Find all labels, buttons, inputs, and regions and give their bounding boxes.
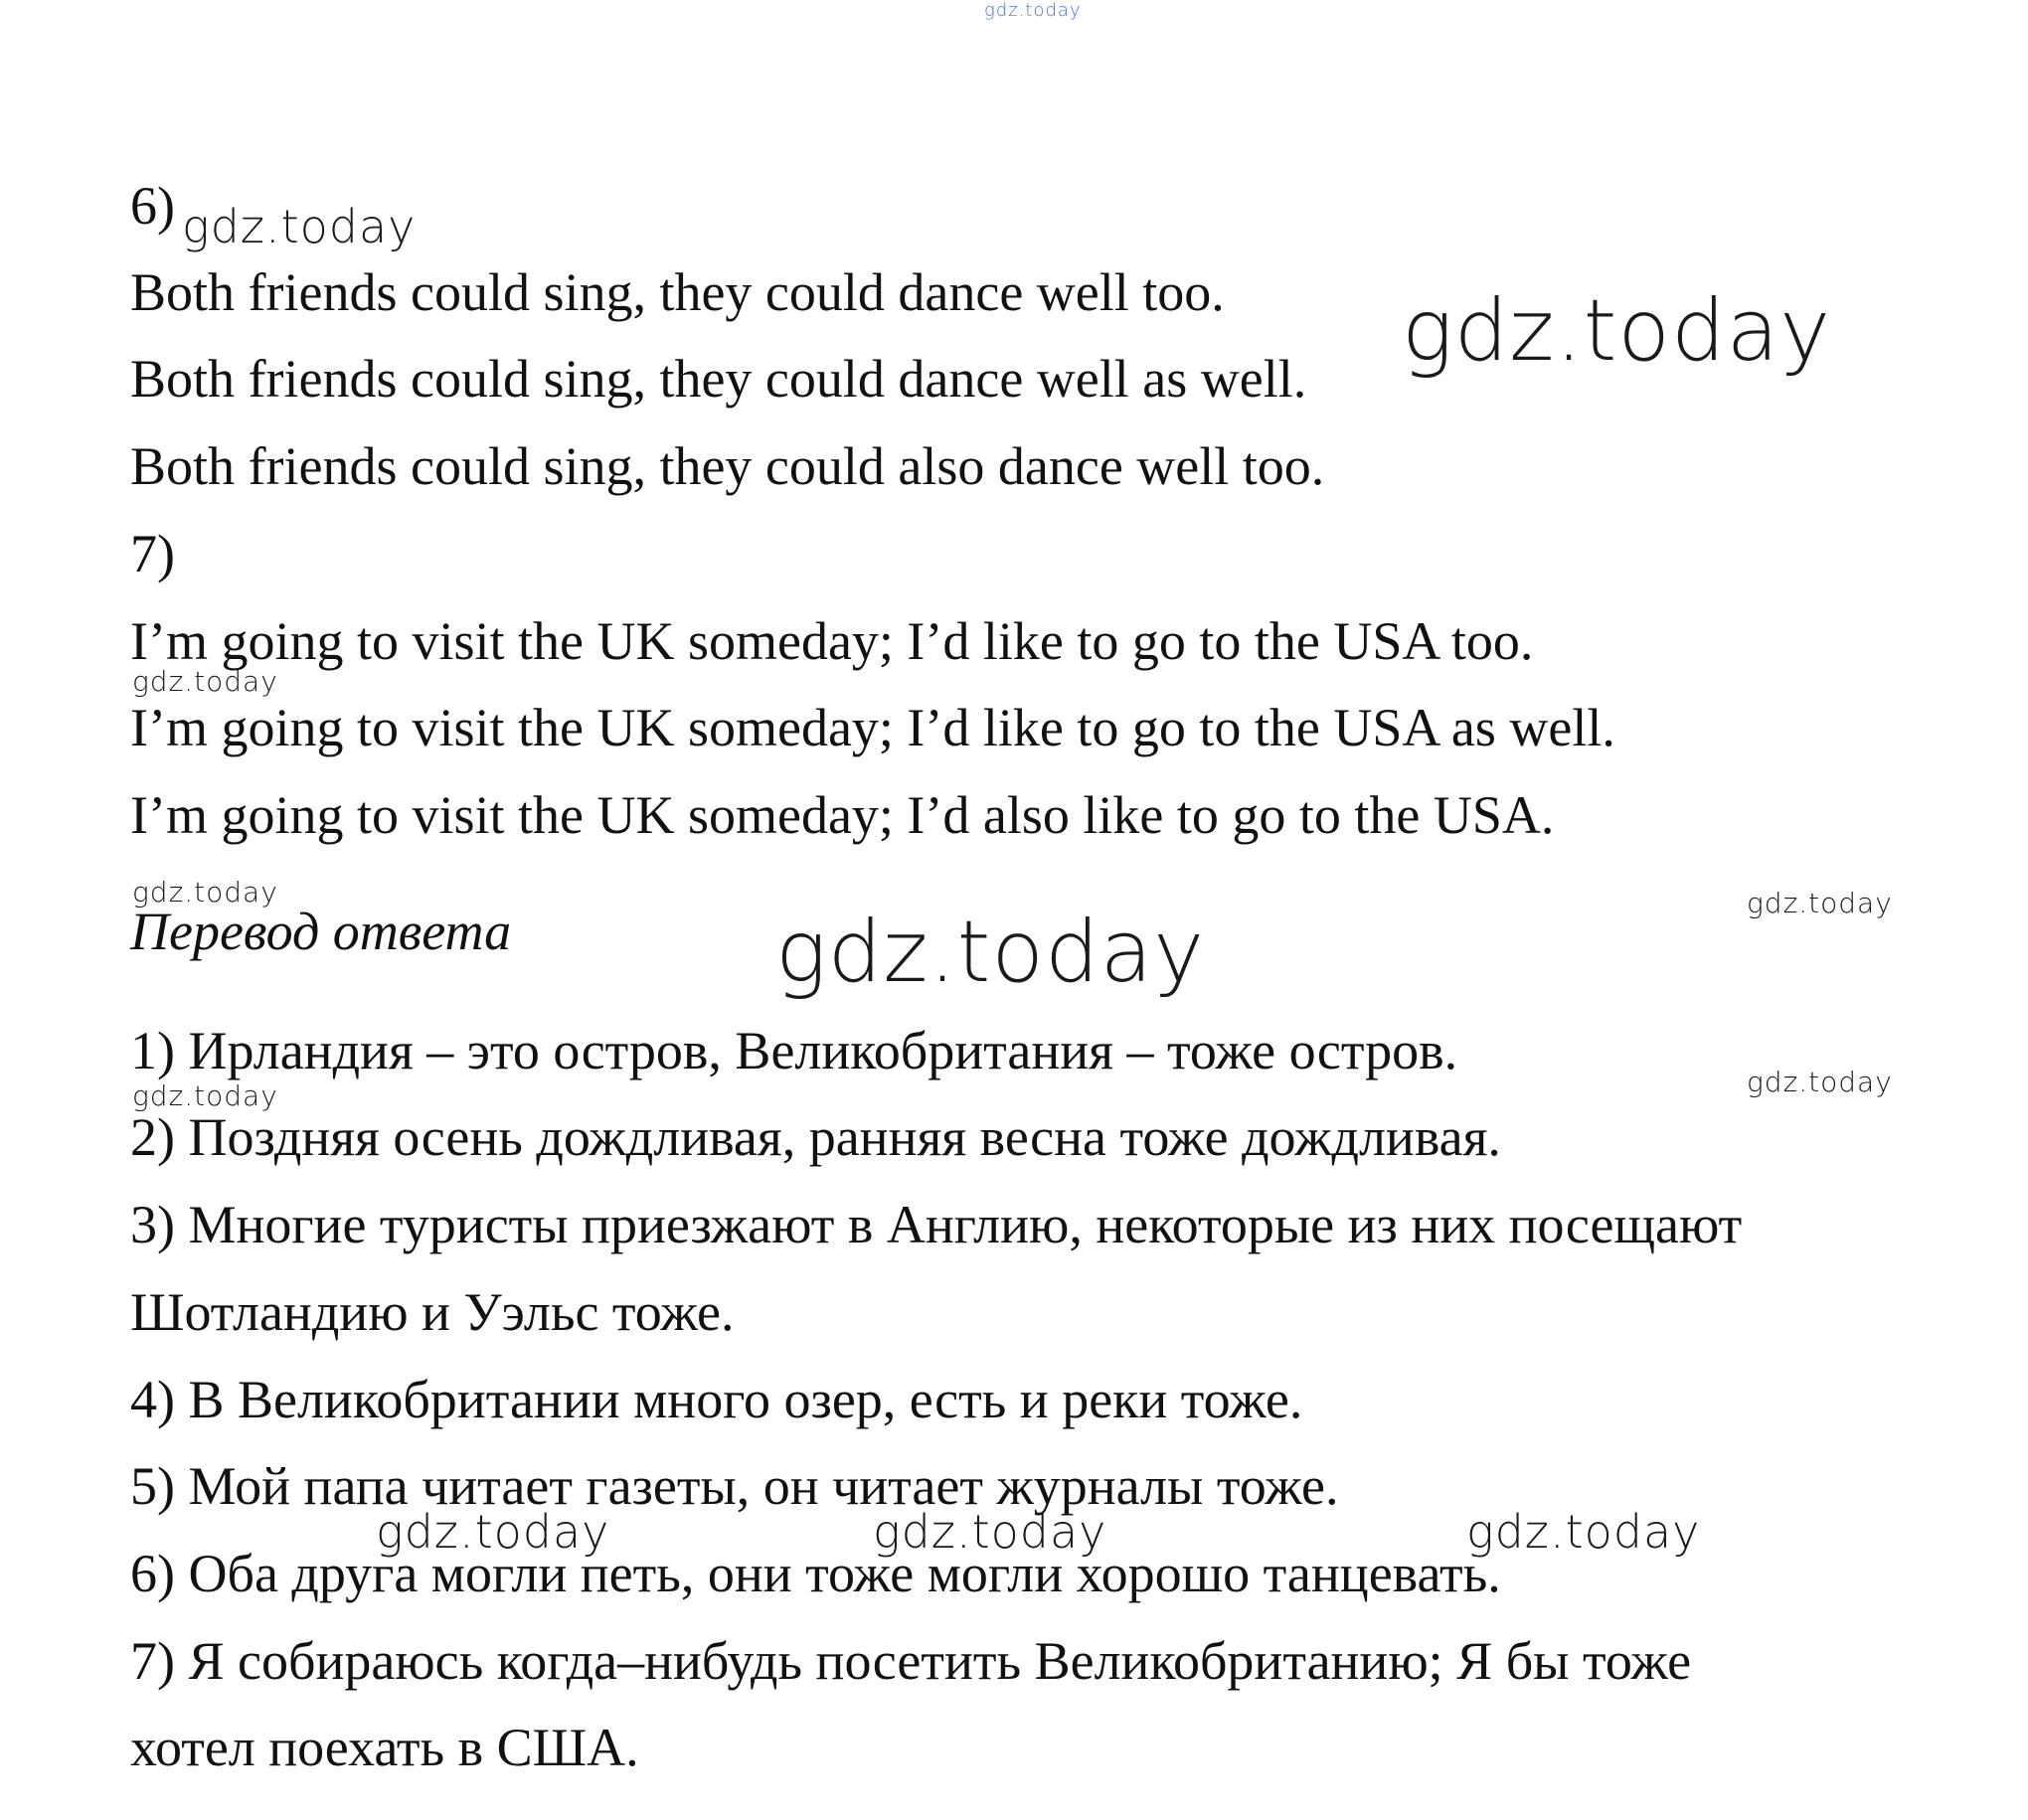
- item-number-6: 6): [130, 176, 175, 236]
- translation-line: 7) Я собираюсь когда–нибудь посетить Великобританию; Я бы тоже: [130, 1631, 1692, 1691]
- watermark: gdz.today: [376, 1505, 610, 1559]
- item-number-7: 7): [130, 524, 175, 583]
- watermark-small: gdz.today: [1747, 1066, 1893, 1098]
- translation-line: 1) Ирландия – это остров, Великобритания – тоже остров.: [130, 1021, 1458, 1080]
- answer-line: Both friends could sing, they could also dance well too.: [130, 436, 1325, 496]
- watermark-small: gdz.today: [132, 1079, 278, 1112]
- translation-line: 3) Многие туристы приезжают в Англию, некоторые из них посещают: [130, 1195, 1743, 1254]
- watermark-small: gdz.today: [1747, 887, 1893, 919]
- watermark: gdz.today: [873, 1505, 1107, 1559]
- translation-line: 6) Оба друга могли петь, они тоже могли хорошо танцевать.: [130, 1544, 1501, 1603]
- translation-line: хотел поехать в США.: [130, 1718, 639, 1777]
- answer-line: I’m going to visit the UK someday; I’d like to go to the USA as well.: [130, 698, 1615, 757]
- answer-line: Both friends could sing, they could dance well as well.: [130, 349, 1307, 409]
- watermark-small: gdz.today: [132, 665, 278, 698]
- answer-line: I’m going to visit the UK someday; I’d like to go to the USA too.: [130, 611, 1534, 671]
- watermark-large: gdz.today: [1402, 281, 1832, 381]
- translation-line: Шотландию и Уэльс тоже.: [130, 1282, 735, 1342]
- translation-line: 5) Мой папа читает газеты, он читает журналы тоже.: [130, 1456, 1339, 1516]
- answer-line: I’m going to visit the UK someday; I’d also like to go to the USA.: [130, 785, 1555, 845]
- translation-line: 2) Поздняя осень дождливая, ранняя весна тоже дождливая.: [130, 1107, 1501, 1167]
- watermark-large: gdz.today: [775, 903, 1206, 1002]
- translation-heading: Перевод ответа: [130, 902, 512, 961]
- watermark-small: gdz.today: [132, 876, 278, 909]
- watermark-top: gdz.today: [984, 0, 1082, 21]
- watermark: gdz.today: [182, 200, 417, 253]
- translation-line: 4) В Великобритании много озер, есть и реки тоже.: [130, 1370, 1303, 1429]
- answer-line: Both friends could sing, they could dance well too.: [130, 262, 1225, 322]
- watermark: gdz.today: [1466, 1505, 1701, 1559]
